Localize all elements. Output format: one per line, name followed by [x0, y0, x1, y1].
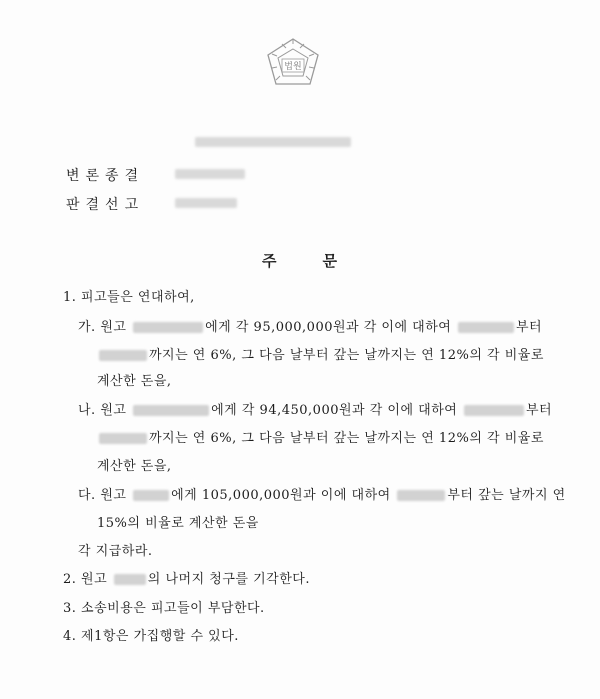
redacted-name: [133, 490, 169, 501]
redacted-date: [464, 405, 524, 416]
pay-order: 각 지급하라.: [78, 544, 153, 559]
verdict-label: 판결선고: [66, 197, 145, 213]
closing-date-redacted: [175, 169, 245, 179]
item-b-line2: 까지는 연 6%, 그 다음 날부터 갚는 날까지는 연 12%의 각 비율로: [97, 427, 544, 446]
section-title: 주 문: [262, 252, 337, 270]
closing-label: 변론종결: [66, 168, 145, 184]
item-1: 1. 피고들은 연대하여,: [63, 290, 195, 305]
court-seal-icon: [262, 36, 324, 88]
item-2: 2. 원고 의 나머지 청구를 기각한다.: [63, 572, 310, 587]
item-c-line1: 다. 원고 에게 105,000,000원과 이에 대하여 부터 갚는 날까지 연: [78, 488, 566, 503]
item-3: 3. 소송비용은 피고들이 부담한다.: [63, 601, 265, 616]
redacted-date: [99, 433, 147, 444]
redacted-date: [458, 322, 514, 333]
svg-text:법원: 법원: [284, 62, 302, 72]
item-a-line3: 계산한 돈을,: [97, 374, 172, 389]
redacted-date: [99, 350, 147, 361]
verdict-date-redacted: [175, 198, 237, 208]
item-b-line1: 나. 원고 에게 각 94,450,000원과 각 이에 대하여 부터: [78, 403, 553, 418]
item-c-line2: 15%의 비율로 계산한 돈을: [97, 516, 259, 531]
court-name-redacted: [195, 137, 351, 147]
redacted-name: [133, 322, 203, 333]
item-4: 4. 제1항은 가집행할 수 있다.: [63, 629, 239, 644]
redacted-date: [397, 490, 445, 501]
redacted-name: [133, 405, 209, 416]
item-a-line2: 까지는 연 6%, 그 다음 날부터 갚는 날까지는 연 12%의 각 비율로: [97, 344, 544, 363]
redacted-name: [114, 574, 146, 585]
item-b-line3: 계산한 돈을,: [97, 459, 172, 474]
item-a-line1: 가. 원고 에게 각 95,000,000원과 각 이에 대하여 부터: [78, 320, 543, 335]
